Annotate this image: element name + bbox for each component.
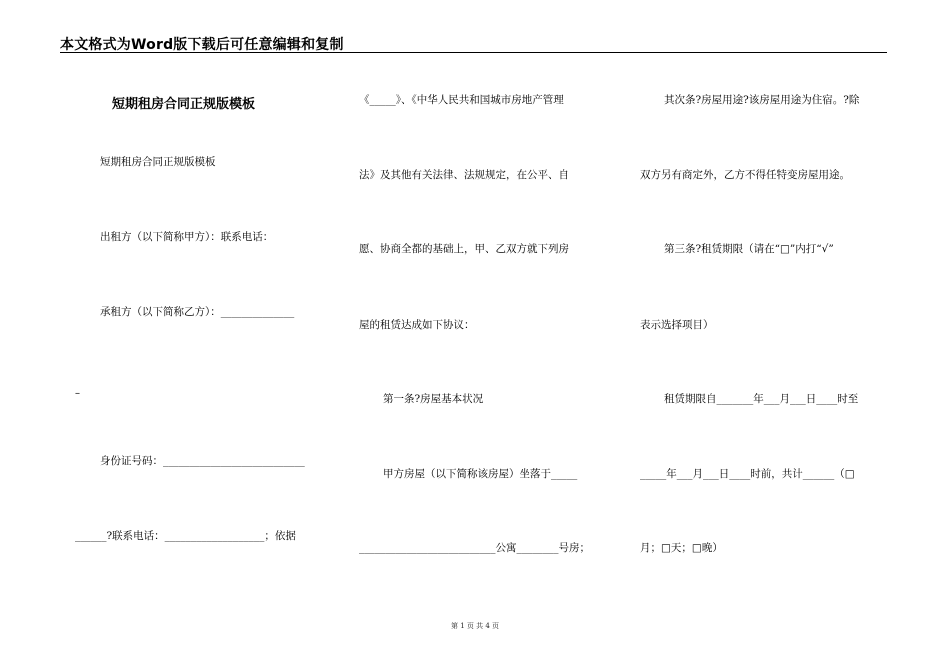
col1-line-5: ______?联系电话：___________________；依据	[75, 530, 296, 542]
document-title: 短期租房合同正规版模板	[112, 97, 256, 112]
col3-line-1: 其次条?房屋用途?该房屋用途为住宿。?除	[664, 94, 860, 106]
col3-line-3: 第三条?租赁期限（请在“□”内打“√”	[664, 243, 834, 255]
col2-line-3: 愿、协商全都的基础上，甲、乙双方就下列房	[359, 243, 569, 255]
col2-line-4: 屋的租赁达成如下协议：	[359, 319, 475, 331]
col3-line-6: _____年___月___日____时前，共计______（□	[640, 468, 855, 480]
col3-line-7: 月；□天；□晚）	[640, 542, 723, 554]
page-footer: 第 1 页 共 4 页	[450, 622, 500, 630]
col2-line-5: 第一条?房屋基本状况	[383, 393, 484, 405]
col1-line-2: 出租方（以下简称甲方）：联系电话：	[100, 231, 274, 243]
header-title: 本文格式为Word版下载后可任意编辑和复制	[60, 37, 344, 53]
col2-line-2: 法》及其他有关法律、法规规定，在公平、自	[359, 169, 569, 181]
col1-line-3: 承租方（以下简称乙方）：______________	[100, 306, 295, 318]
header-divider	[60, 52, 887, 53]
col2-line-6: 甲方房屋（以下简称该房屋）坐落于_____	[383, 468, 578, 480]
col3-line-2: 双方另有商定外，乙方不得任特变房屋用途。	[640, 169, 850, 181]
col1-line-1: 短期租房合同正规版模板	[100, 156, 216, 168]
stray-mark: –	[75, 388, 80, 399]
col2-line-7: __________________________公寓________号房；	[359, 542, 590, 554]
col3-line-5: 租赁期限自_______年___月___日____时至	[664, 393, 859, 405]
col1-line-4: 身份证号码：___________________________	[100, 455, 305, 467]
col2-line-1: 《_____》、《中华人民共和国城市房地产管理	[359, 94, 564, 106]
col3-line-4: 表示选择项目）	[640, 319, 714, 331]
